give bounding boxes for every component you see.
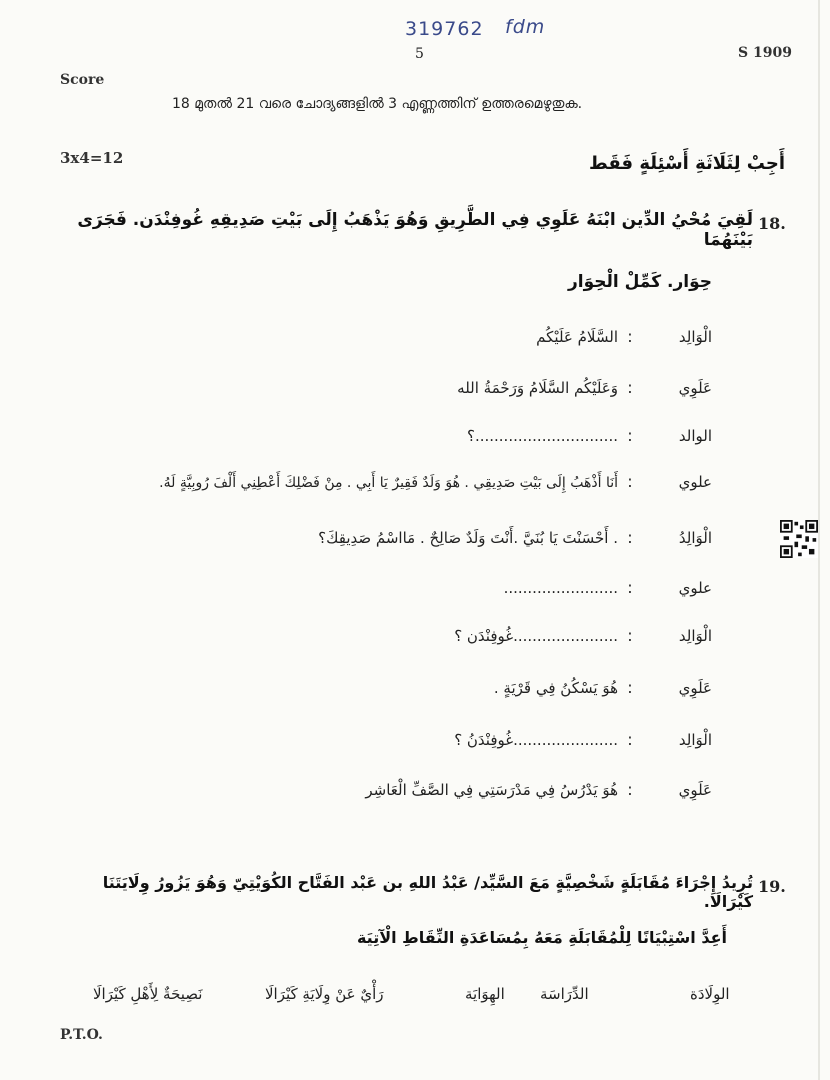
- question-19-number: 19.: [758, 877, 786, 896]
- point-item: الهِوَايَة: [465, 985, 505, 1003]
- handwritten-initials: fdm: [505, 16, 546, 38]
- footer-pto: P.T.O.: [60, 1027, 103, 1043]
- dialogue-line: عَلَوِي:وَعَلَيْكُم السَّلَامُ وَرَحْمَةُ الله: [457, 378, 712, 397]
- dialogue-text: ..............................؟: [466, 427, 618, 445]
- dialogue-text: ......................غُوفِنْدَن ؟: [454, 627, 618, 645]
- dialogue-text: هُوَ يَدْرُسُ فِي مَدْرَسَتِي فِي الصَّفِّ الْعَاشِر: [365, 781, 618, 799]
- dialogue-line: علوي:أَنَا أَذْهَبُ إِلَى بَيْتِ صَدِيقِي . هُوَ وَلَدٌ فَقِيرٌ يَا أَبِي . مِنْ فَضْلِكَ أَعْطِنِي أَلْفَ رُوبِيَّةٍ لَهُ.: [159, 472, 712, 491]
- score-label: Score: [60, 72, 105, 88]
- dialogue-line: عَلَوِي:هُوَ يَدْرُسُ فِي مَدْرَسَتِي فِي الصَّفِّ الْعَاشِر: [365, 780, 712, 799]
- question-18-number: 18.: [758, 214, 786, 233]
- point-item: نَصِيحَةٌ لِأَهْلِ كَيْرَالَا: [93, 985, 203, 1003]
- dialogue-speaker: عَلَوِي: [678, 379, 712, 397]
- question-19-text: تُرِيدُ إِجْرَاءَ مُقَابَلَةٍ شَخْصِيَّةٍ مَعَ السَّيِّد/ عَبْدُ اللهِ بن عَبْد الفَتَّاح الكُوَيْتِيّ وَهُوَ يَزُورُ وِلَايَتَنَا كَيْرَالَا.: [102, 873, 753, 911]
- dialogue-line: عَلَوِي:هُوَ يَسْكُنُ فِي قَرْيَةٍ .: [493, 678, 712, 697]
- dialogue-line: الْوَالِدُ:. أَحْسَنْتَ يَا بُنَيَّ .أَنْتَ وَلَدٌ صَالِحٌ . مَااسْمُ صَدِيقِكَ؟: [318, 528, 712, 547]
- dialogue-speaker: الوالد: [678, 427, 712, 445]
- dialogue-line: علوي:........................: [503, 578, 712, 597]
- dialogue-text: وَعَلَيْكُم السَّلَامُ وَرَحْمَةُ الله: [457, 379, 618, 397]
- instruction-malayalam: 18 മുതൽ 21 വരെ ചോദ്യങ്ങളിൽ 3 എണ്ണത്തിന് ഉത്തരമെഴുതുക.: [172, 96, 583, 112]
- dialogue-speaker: علوي: [678, 579, 712, 597]
- dialogue-speaker: علوي: [678, 473, 712, 491]
- dialogue-text: السَّلَامُ عَلَيْكُم: [536, 328, 618, 346]
- dialogue-text: أَنَا أَذْهَبُ إِلَى بَيْتِ صَدِيقِي . هُوَ وَلَدٌ فَقِيرٌ يَا أَبِي . مِنْ فَضْلِكَ أَعْطِنِي أَلْفَ رُوبِيَّةٍ لَهُ.: [159, 475, 618, 491]
- question-18-text: لَقِيَ مُحْيُ الدِّين ابْنَهُ عَلَوِي فِي الطَّرِيقِ وَهُوَ يَذْهَبُ إِلَى بَيْتِ صَدِيقِهِ غُوفِنْدَن. فَجَرَى بَيْنَهُمَا: [77, 210, 753, 250]
- dialogue-speaker: الْوَالِد: [678, 627, 712, 645]
- point-item: رَأْيٌ عَنْ وِلَايَةِ كَيْرَالَا: [265, 985, 384, 1003]
- dialogue-speaker: عَلَوِي: [678, 679, 712, 697]
- dialogue-text: ......................غُوفِنْدَنُ ؟: [454, 731, 618, 749]
- dialogue-speaker: الْوَالِدُ: [678, 529, 712, 547]
- handwritten-number: 319762: [405, 18, 484, 40]
- question-19-text-2: أَعِدَّ اسْتِبْيَانًا لِلْمُقَابَلَةِ مَعَهُ بِمُسَاعَدَةِ النِّقَاطِ الْآتِيَة: [356, 928, 727, 947]
- qr-code-icon: [780, 520, 818, 558]
- dialogue-speaker: الْوَالِد: [678, 328, 712, 346]
- question-18-text-2: حِوَار. كَمِّلْ الْحِوَار: [567, 272, 712, 292]
- dialogue-text: ........................: [503, 579, 618, 597]
- marks-label: 3x4=12: [60, 149, 124, 167]
- dialogue-speaker: عَلَوِي: [678, 781, 712, 799]
- dialogue-text: . أَحْسَنْتَ يَا بُنَيَّ .أَنْتَ وَلَدٌ صَالِحٌ . مَااسْمُ صَدِيقِكَ؟: [318, 529, 618, 547]
- page-number: 5: [415, 46, 424, 62]
- dialogue-text: هُوَ يَسْكُنُ فِي قَرْيَةٍ .: [493, 679, 618, 697]
- instruction-arabic: أَجِبْ لِثَلَاثَةِ أَسْئِلَةٍ فَقَط: [589, 153, 785, 174]
- interview-points: [0, 985, 830, 1009]
- paper-code: S 1909: [738, 45, 792, 61]
- dialogue-line: الْوَالِد:......................غُوفِنْدَنُ ؟: [454, 730, 712, 749]
- dialogue-line: الْوَالِد:......................غُوفِنْدَن ؟: [454, 626, 712, 645]
- point-item: الوِلَادَة: [690, 985, 730, 1003]
- scan-edge-shadow: [818, 0, 820, 1080]
- point-item: الدِّرَاسَة: [540, 985, 589, 1003]
- dialogue-line: الْوَالِد:السَّلَامُ عَلَيْكُم: [536, 327, 712, 346]
- dialogue-speaker: الْوَالِد: [678, 731, 712, 749]
- dialogue-line: الوالد:..............................؟: [466, 426, 712, 445]
